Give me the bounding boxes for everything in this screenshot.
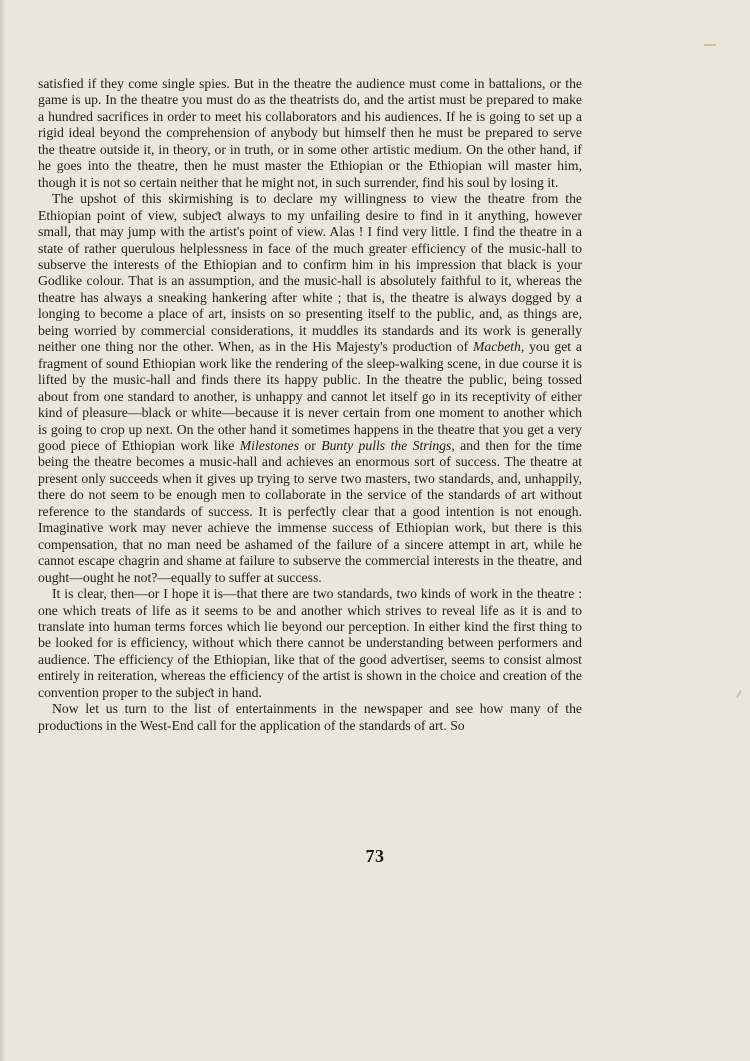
paragraph-4: Now let us turn to the list of entertainments in the newspaper and see how many of the produƈtions in the West-End call for the application of the standards of art. So: [38, 701, 582, 733]
paragraph-2: The upshot of this skirmishing is to declare my willingness to view the theatre from the Ethiopian point of view, subjeƈt always to my unfailing desire to find in it anything, however small, that may jump with the artist's point of view. Alas ! I find very little. I find the theatre in a state of rather querulous helplessness in face of the much greater efficiency of the music-hall to subserve the interests of the Ethiopian and to confirm him in his impression that black is your Godlike colour. That is an assumption, and the music-hall is absolutely faithful to it, whereas the theatre has always a sneaking hankering after white ; that is, the theatre is always dogged by a longing to become a place of art, insists on so presenting itself to the public, and, as things are, being worried by commercial considerations, it muddles its standards and its work is generally neither one thing nor the other. When, as in the His Majesty's produƈtion of Macbeth, you get a fragment of sound Ethiopian work like the rendering of the sleep-walking scene, in due course it is lifted by the music-hall and finds there its happy public. In the theatre the public, being tossed about from one standard to another, is unhappy and cannot let itself go in its receptivity of either kind of pleasure—black or white—because it is never certain from one moment to another which is going to crop up next. On the other hand it sometimes happens in the theatre that you get a very good piece of Ethiopian work like Milestones or Bunty pulls the Strings, and then for the time being the theatre becomes a music-hall and achieves an enormous sort of success. The theatre at present only succeeds when it gives up trying to serve two masters, two standards, and, unhappily, there do not seem to be enough men to collaborate in the service of the standards of art without reference to the standards of success. It is perfeƈtly clear that a good intention is not enough. Imaginative work may never achieve the immense success of Ethiopian work, but there is this compensation, that no man need be ashamed of the failure of a sincere attempt in art, while he cannot escape chagrin and shame at failure to subserve the commercial interests in the theatre, and ought—ought he not?—equally to suffer at success.: [38, 191, 583, 585]
paragraph-3: It is clear, then—or I hope it is—that there are two standards, two kinds of work in the theatre : one which treats of life as it seems to be and another which strives to reveal life as it is and to translate into human terms forces which lie beyond our perception. In either kind the first thing to be looked for is efficiency, without which there cannot be understanding between performers and audience. The efficiency of the Ethiopian, like that of the good advertiser, seems to consist almost entirely in reiteration, whereas the efficiency of the artist is shown in the choice and creation of the convention proper to the subjeƈt in hand.: [38, 586, 582, 700]
paragraph-1: satisfied if they come single spies. But in the theatre the audience must come in battalions, or the game is up. In the theatre you must do as the theatrists do, and the artist must be prepared to make a hundred sacrifices in order to meet his collaborators and his audiences. If he is going to set up a rigid ideal beyond the comprehension of anybody but himself then he must be prepared to serve the theatre outside it, in theory, or in truth, or in some other artistic medium. On the other hand, if he goes into the theatre, then he must master the Ethiopian or the Ethiopian will master him, though it is not so certain neither that he might not, in such surrender, find his soul by losing it.: [38, 76, 582, 190]
paper-mark: [736, 690, 742, 698]
page-number: 73: [365, 846, 385, 866]
paper-mark: [704, 44, 716, 46]
body-text: [38, 76, 582, 734]
page-edge: [0, 0, 6, 1061]
